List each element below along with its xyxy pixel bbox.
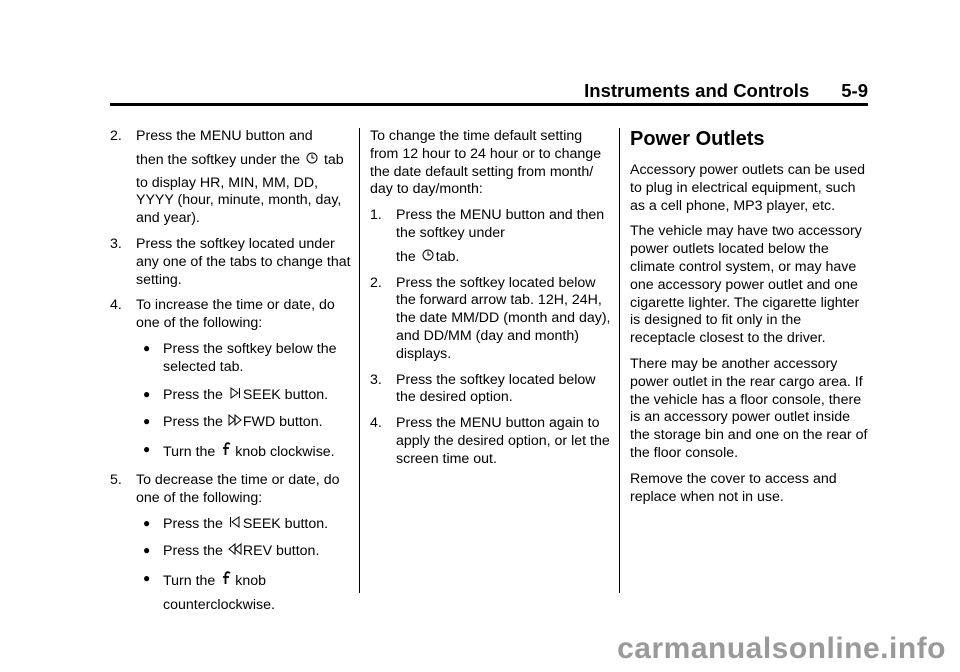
step-4 [110,297,356,462]
column-middle [370,128,614,477]
paragraph: Accessory power outlets can be used to plug in electrical equipment, such as a cell phone, MP3 player, etc. [630,162,866,214]
step-text: to display HR, MIN, MM, DD, YYYY (hour, minute, month, day, and year). [136,174,342,227]
step-text-line [136,152,356,170]
step-text: tab [323,151,344,168]
step-text: then the softkey under the [136,151,301,168]
step-text: To increase the time or date, do one of the following: [136,297,335,332]
fwd-icon [227,414,243,432]
bullet-item: ● Press the SEEK button. [143,386,329,403]
step-3 [370,372,614,408]
step-text: To decrease the time or date, do one of the following: [136,471,340,506]
step-number: 2. [370,274,382,291]
step-text: Press the softkey located below the forward arrow tab. 12H, 24H, the date MM/DD (month and day), and DD/MM (day and month) displays. [396,274,611,362]
step-text: Press the softkey located below the desired option. [396,371,596,406]
step-text: Press the MENU button and [136,128,313,144]
step-number: 2. [110,128,122,144]
bullet-item: ● Press the REV button. [143,543,320,560]
step-1 [370,207,614,266]
step-text: Press the softkey located under any one of the tabs to change that setting. [136,235,351,288]
step-text: Press the MENU button and then the softkey under [396,207,605,241]
bullet-item: ● Press the FWD button. [143,414,323,431]
tune-knob-icon [219,442,235,462]
column-divider [359,128,360,593]
clock-icon [304,152,320,170]
step-number: 3. [370,371,382,388]
watermark: carmanualsonline.info [617,632,946,665]
header-rule [110,103,868,106]
page-number: 5-9 [841,80,868,101]
step-5 [110,472,356,615]
step-3 [110,236,356,289]
rev-icon [227,543,243,561]
seek-up-icon [227,387,243,405]
column-right [630,128,870,514]
step-2 [110,128,356,228]
tune-knob-icon [219,571,235,591]
step-number: 4. [110,297,122,314]
step-number: 5. [110,471,122,488]
section-title: Instruments and Controls [584,80,810,101]
bullet-item: ● Press the softkey below the selected tab. [143,340,337,375]
step-text-line: the tab. [396,248,460,265]
bullet-item: ● Press the SEEK button. [143,515,329,532]
seek-down-icon [227,516,243,534]
column-left [110,128,356,625]
step-number: 4. [370,415,382,432]
intro-paragraph: To change the time default setting from 12 hour to 24 hour or to change the date default setting from month/ day to day/month: [370,128,602,198]
step-text: Press the MENU button again to apply the desired option, or let the screen time out. [396,415,610,467]
page-header [584,80,868,102]
paragraph: There may be another accessory power outlet in the rear cargo area. If the vehicle has a floor console, there is an accessory power outlet inside the storage bin and one on the rear of the floor console. [630,355,868,461]
clock-icon [420,249,436,267]
bullet-item: ● Turn the knob clockwise. [143,442,335,461]
bullet-item: ● Turn the knob counterclockwise. [143,571,275,613]
column-divider [619,128,620,593]
section-heading: Power Outlets [630,128,765,150]
step-number: 1. [370,207,382,224]
step-4 [370,415,614,468]
paragraph: Remove the cover to access and replace when not in use. [630,470,837,505]
step-number: 3. [110,235,122,252]
paragraph: The vehicle may have two accessory power outlets located below the climate control system, or may have one accessory power outlet and one cigarette lighter. The cigarette lighter is designed to fit only in the receptacle closest to the driver. [630,223,862,347]
step-2 [370,275,614,364]
